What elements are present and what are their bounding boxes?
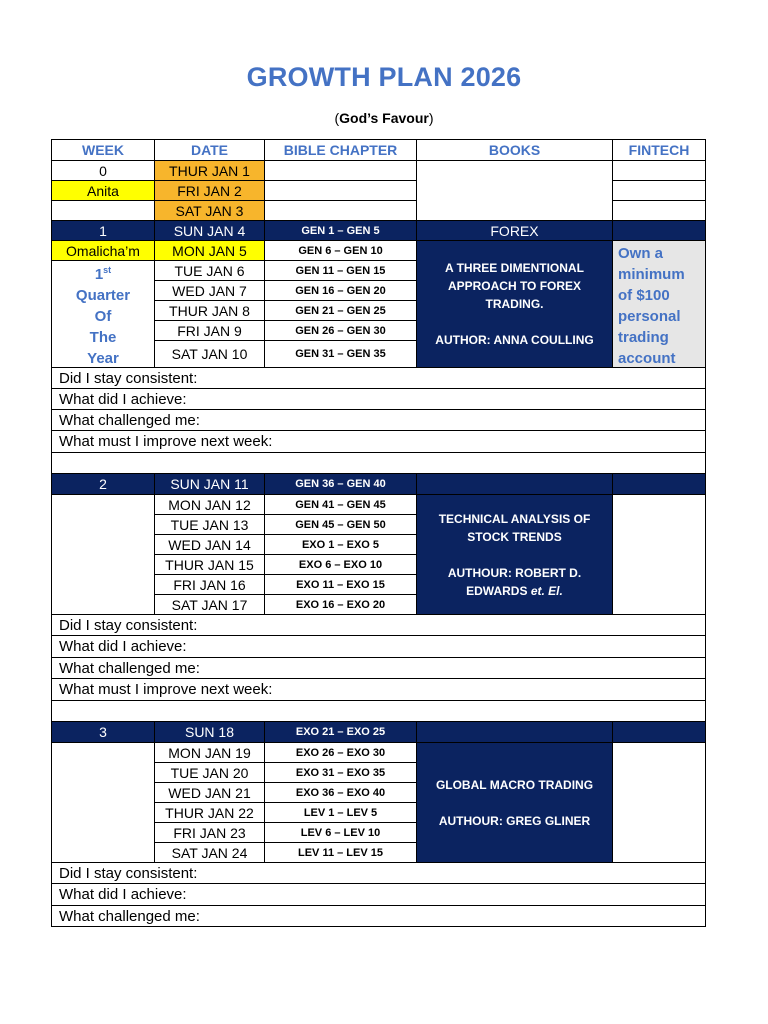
- week3-week-empty: [51, 742, 155, 863]
- week1-chapter-2: GEN 6 – GEN 10: [264, 240, 417, 261]
- week2-reflection-consistent: Did I stay consistent:: [51, 614, 706, 636]
- header-bible-chapter: BIBLE CHAPTER: [264, 139, 417, 161]
- quarter-line-4: The: [89, 328, 117, 346]
- week0-date-2: FRI JAN 2: [154, 180, 265, 201]
- week1-date-7: SAT JAN 10: [154, 340, 265, 368]
- week3-date-6: FRI JAN 23: [154, 822, 265, 843]
- week1-spacer-row: [51, 452, 706, 474]
- week1-reflection-challenged: What challenged me:: [51, 409, 706, 431]
- week1-chapter-4: GEN 16 – GEN 20: [264, 280, 417, 301]
- week3-book-title: GLOBAL MACRO TRADING: [435, 777, 594, 792]
- header-fintech: FINTECH: [612, 139, 706, 161]
- quarter-line-2: Quarter: [75, 286, 131, 304]
- week3-chapter-4: EXO 36 – EXO 40: [264, 782, 417, 803]
- week1-chapter-7: GEN 31 – GEN 35: [264, 340, 417, 368]
- week1-fintech-goal: Own a minimum of $100 personal trading account: [612, 240, 706, 368]
- week1-quarter-label: [51, 260, 155, 368]
- week3-chapter-2: EXO 26 – EXO 30: [264, 742, 417, 763]
- week1-fintech-header: [612, 220, 706, 241]
- week2-book-author: AUTHOUR: ROBERT D. EDWARDS et. El.: [447, 565, 582, 598]
- week2-week-empty: [51, 494, 155, 615]
- week1-chapter-1: GEN 1 – GEN 5: [264, 220, 417, 241]
- week3-fintech: [612, 742, 706, 863]
- week2-date-4: WED JAN 14: [154, 534, 265, 555]
- week1-date-3: TUE JAN 6: [154, 260, 265, 281]
- week2-date-7: SAT JAN 17: [154, 594, 265, 615]
- week3-reflection-achieve: What did I achieve:: [51, 883, 706, 906]
- week1-chapter-3: GEN 11 – GEN 15: [264, 260, 417, 281]
- week2-chapter-1: GEN 36 – GEN 40: [264, 473, 417, 495]
- week2-books-header: [416, 473, 613, 495]
- week0-number: 0: [51, 160, 155, 181]
- week1-books-header: FOREX: [416, 220, 613, 241]
- week1-chapter-5: GEN 21 – GEN 25: [264, 300, 417, 321]
- week3-fintech-header: [612, 721, 706, 743]
- week0-fintech-1: [612, 160, 706, 181]
- quarter-line-3: Of: [94, 307, 112, 325]
- week1-reflection-consistent: Did I stay consistent:: [51, 367, 706, 389]
- week1-date-1: SUN JAN 4: [154, 220, 265, 241]
- week2-date-5: THUR JAN 15: [154, 554, 265, 575]
- header-books: BOOKS: [416, 139, 613, 161]
- week2-book-title: TECHNICAL ANALYSIS OF STOCK TRENDS: [438, 511, 591, 544]
- week1-number: 1: [51, 220, 155, 241]
- week2-chapter-5: EXO 6 – EXO 10: [264, 554, 417, 575]
- week0-chapter-3: [264, 200, 417, 221]
- week0-date-3: SAT JAN 3: [154, 200, 265, 221]
- week2-date-2: MON JAN 12: [154, 494, 265, 515]
- week3-chapter-3: EXO 31 – EXO 35: [264, 762, 417, 783]
- week3-date-5: THUR JAN 22: [154, 802, 265, 823]
- week1-chapter-6: GEN 26 – GEN 30: [264, 320, 417, 341]
- week2-chapter-7: EXO 16 – EXO 20: [264, 594, 417, 615]
- page-subtitle: (God’s Favour): [334, 110, 434, 126]
- week2-chapter-3: GEN 45 – GEN 50: [264, 514, 417, 535]
- week2-reflection-improve: What must I improve next week:: [51, 678, 706, 701]
- week3-chapter-5: LEV 1 – LEV 5: [264, 802, 417, 823]
- week0-fintech-3: [612, 200, 706, 221]
- plan-table: [51, 139, 706, 927]
- week2-chapter-2: GEN 41 – GEN 45: [264, 494, 417, 515]
- week3-reflection-challenged: What challenged me:: [51, 905, 706, 927]
- week2-fintech: [612, 494, 706, 615]
- week3-date-3: TUE JAN 20: [154, 762, 265, 783]
- week2-spacer-row: [51, 700, 706, 722]
- week1-book-title: A THREE DIMENTIONAL APPROACH TO FOREX TRADING.: [445, 261, 584, 311]
- week0-chapter-1: [264, 160, 417, 181]
- week0-date-1: THUR JAN 1: [154, 160, 265, 181]
- quarter-line-5: Year: [87, 349, 119, 367]
- week2-reflection-challenged: What challenged me:: [51, 657, 706, 679]
- week1-book-author: AUTHOR: ANNA COULLING: [435, 333, 594, 347]
- page-title: GROWTH PLAN 2026: [246, 62, 522, 92]
- week2-book: [416, 494, 613, 615]
- week0-name: Anita: [51, 180, 155, 201]
- week2-number: 2: [51, 473, 155, 495]
- week2-date-6: FRI JAN 16: [154, 574, 265, 595]
- week3-reflection-consistent: Did I stay consistent:: [51, 862, 706, 884]
- week3-date-7: SAT JAN 24: [154, 842, 265, 863]
- week1-reflection-achieve: What did I achieve:: [51, 388, 706, 410]
- week3-date-2: MON JAN 19: [154, 742, 265, 763]
- week3-books-header: [416, 721, 613, 743]
- header-week: WEEK: [51, 139, 155, 161]
- week3-chapter-6: LEV 6 – LEV 10: [264, 822, 417, 843]
- week1-date-6: FRI JAN 9: [154, 320, 265, 341]
- week0-fintech-2: [612, 180, 706, 201]
- week1-date-4: WED JAN 7: [154, 280, 265, 301]
- header-date: DATE: [154, 139, 265, 161]
- subtitle-text: God’s Favour: [339, 110, 429, 126]
- week1-name: Omalicha’m: [51, 240, 155, 261]
- week2-date-1: SUN JAN 11: [154, 473, 265, 495]
- week1-date-5: THUR JAN 8: [154, 300, 265, 321]
- week3-book-author: AUTHOUR: GREG GLINER: [438, 813, 591, 828]
- week0-chapter-2: [264, 180, 417, 201]
- week2-reflection-achieve: What did I achieve:: [51, 635, 706, 658]
- week3-date-1: SUN 18: [154, 721, 265, 743]
- week1-reflection-improve: What must I improve next week:: [51, 430, 706, 453]
- week0-books: [416, 160, 613, 221]
- quarter-line-1: 1st: [94, 264, 112, 283]
- week3-book: [416, 742, 613, 863]
- week3-chapter-1: EXO 21 – EXO 25: [264, 721, 417, 743]
- week0-empty: [51, 200, 155, 221]
- week3-number: 3: [51, 721, 155, 743]
- week1-date-2: MON JAN 5: [154, 240, 265, 261]
- week2-chapter-4: EXO 1 – EXO 5: [264, 534, 417, 555]
- week3-chapter-7: LEV 11 – LEV 15: [264, 842, 417, 863]
- week2-fintech-header: [612, 473, 706, 495]
- week3-date-4: WED JAN 21: [154, 782, 265, 803]
- week1-book: [416, 240, 613, 368]
- week2-chapter-6: EXO 11 – EXO 15: [264, 574, 417, 595]
- week2-date-3: TUE JAN 13: [154, 514, 265, 535]
